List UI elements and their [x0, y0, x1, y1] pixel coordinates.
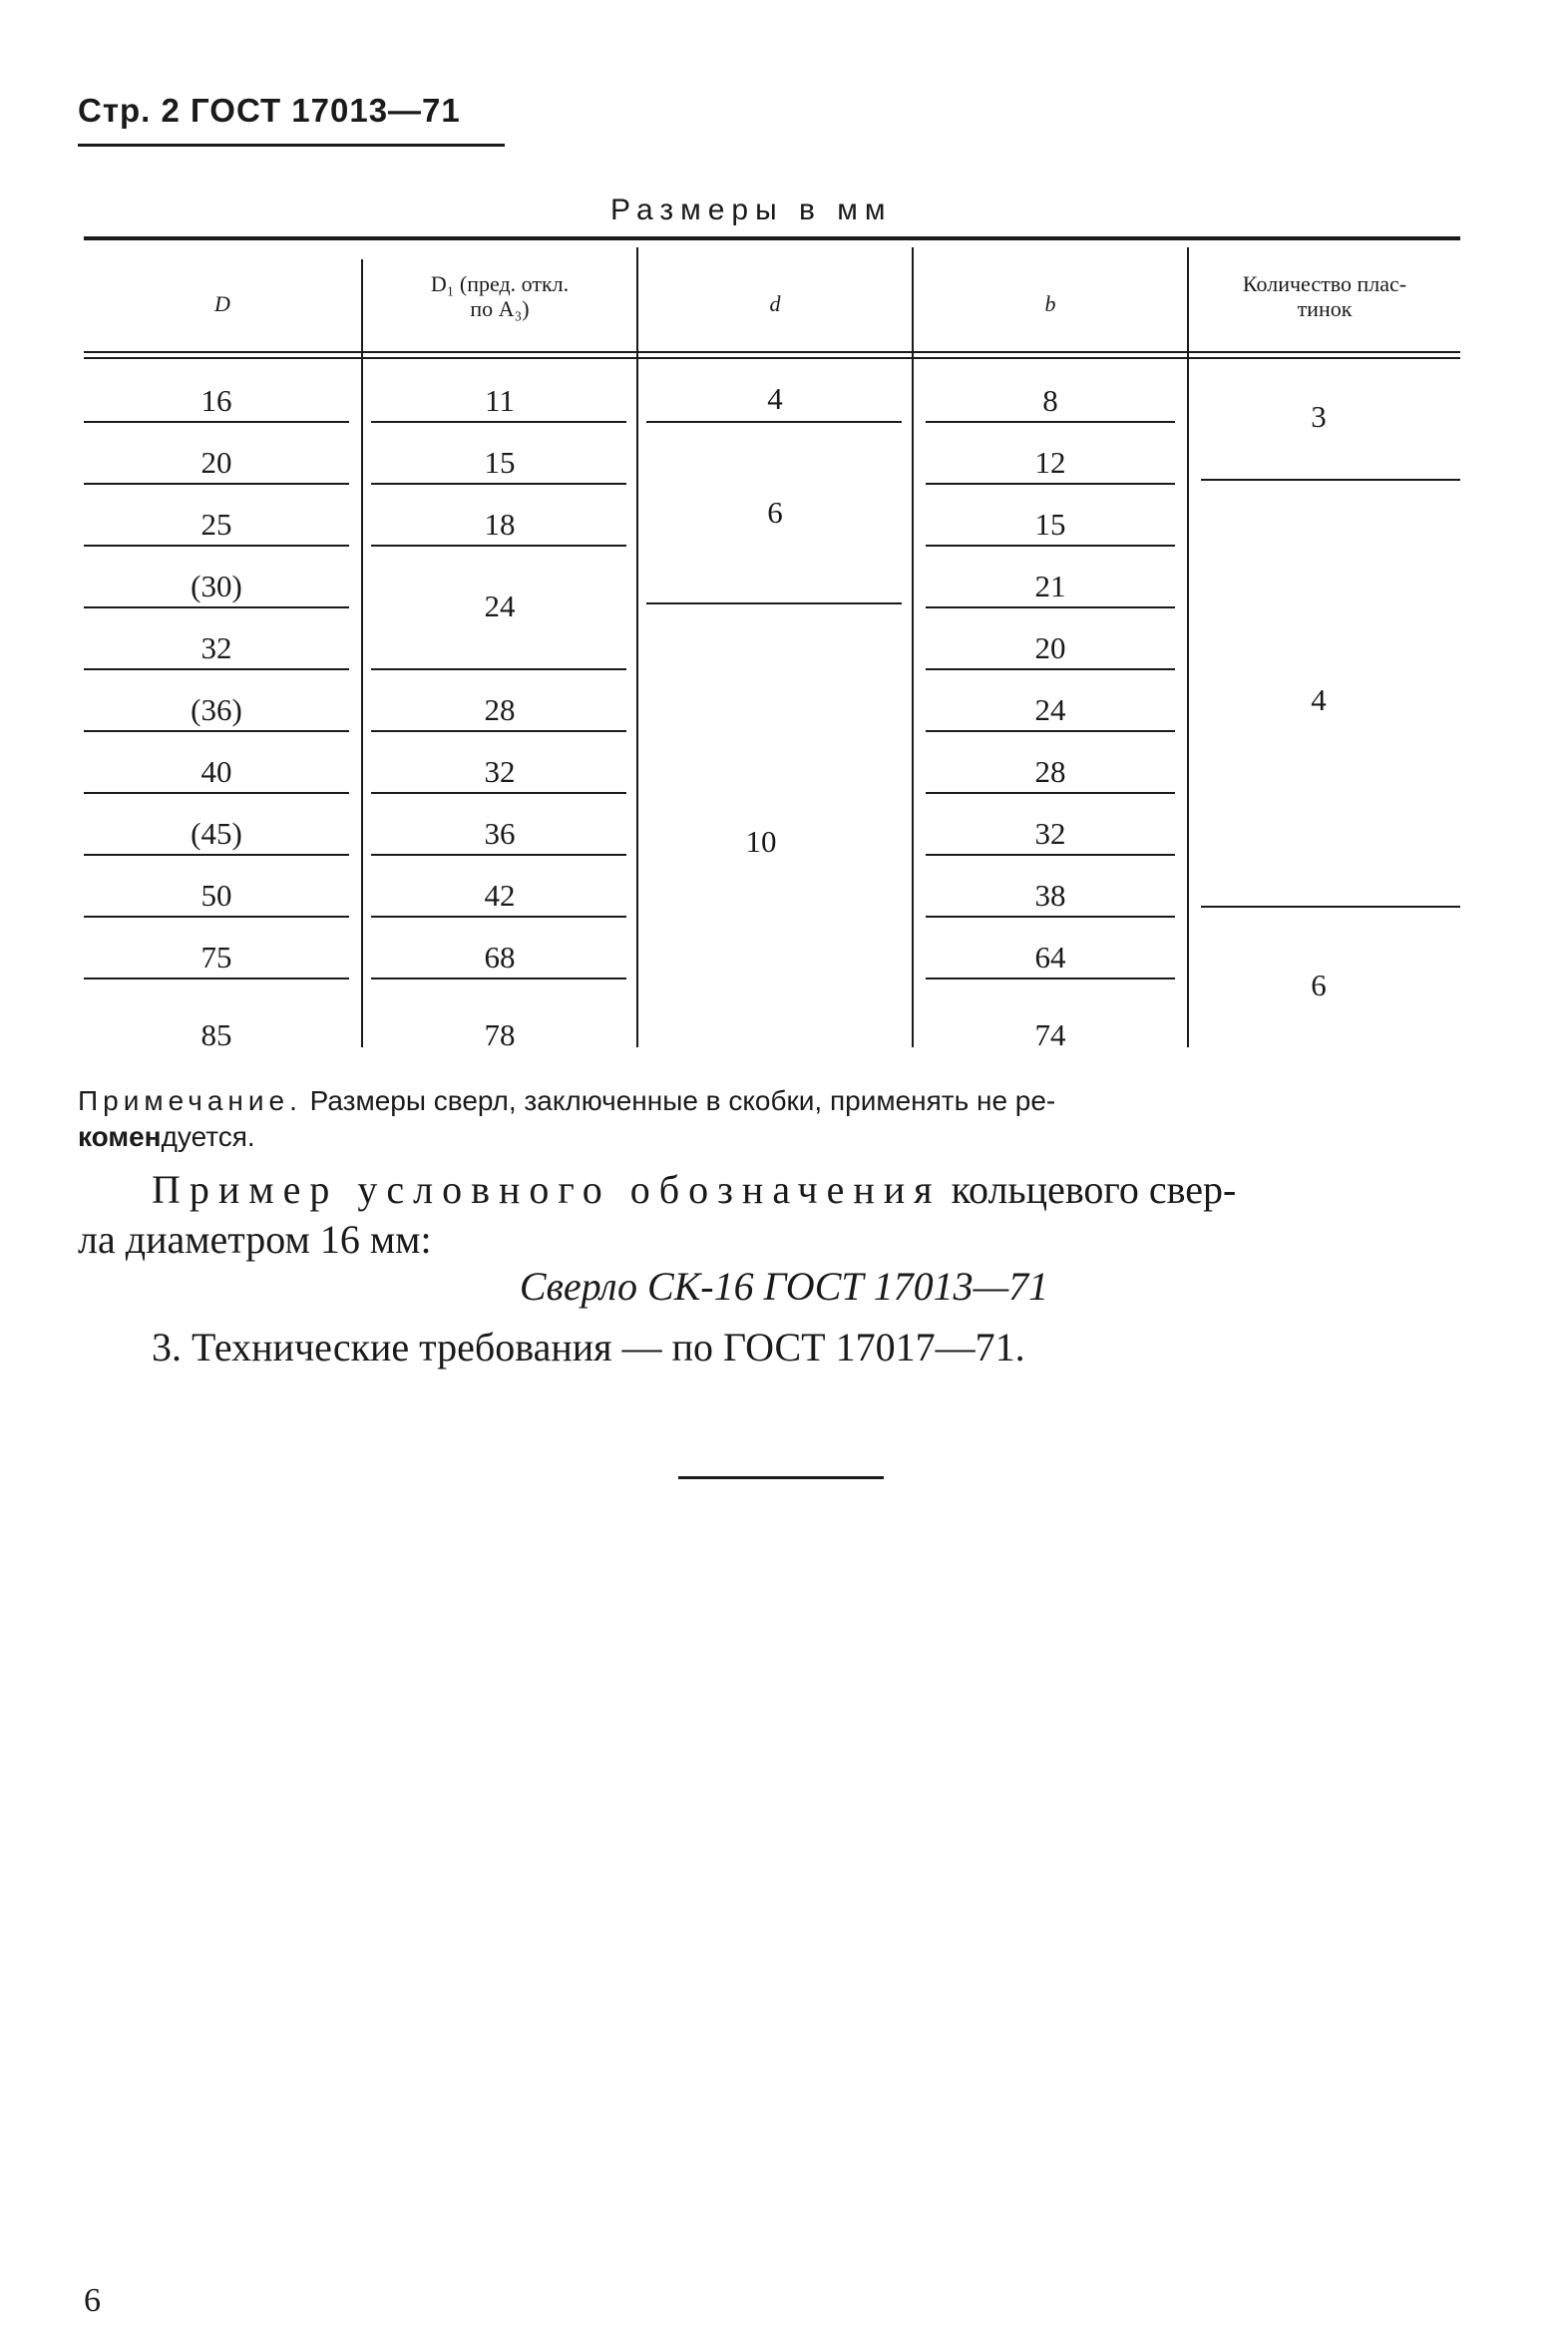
table-header-rule: [84, 351, 1460, 353]
row-rule-D1-2: [371, 483, 626, 485]
row-rule-D-5: [84, 668, 349, 670]
cell-b-7: 28: [1034, 754, 1066, 789]
row-rule-D-10: [84, 978, 349, 979]
row-rule-b-4: [926, 606, 1175, 608]
cell-b-11: 74: [1034, 1017, 1066, 1052]
header-D1: [363, 271, 636, 322]
header-d: d: [769, 291, 781, 316]
cell-b-10: 64: [1034, 940, 1066, 975]
note-text-end: дуется.: [161, 1121, 255, 1153]
cell-d-4: 4: [767, 381, 783, 416]
row-rule-b-3: [926, 545, 1175, 547]
header-rule: [78, 144, 505, 147]
cell-D-1: 16: [200, 383, 232, 418]
cell-D1-1: 11: [485, 383, 515, 418]
row-rule-D1-8: [371, 854, 626, 856]
row-rule-D-6: [84, 730, 349, 732]
col-divider-2: [636, 247, 638, 1047]
note-text: Размеры сверл, заключенные в скобки, применять не ре-: [301, 1085, 1056, 1116]
row-rule-D1-5: [371, 668, 626, 670]
cell-b-4: 21: [1034, 569, 1066, 603]
cell-D-10: 75: [200, 940, 232, 975]
cell-D-7: 40: [200, 754, 232, 789]
cell-D-3: 25: [200, 507, 232, 542]
row-rule-b-6: [926, 730, 1175, 732]
header-b: b: [1044, 291, 1056, 316]
table-note: [78, 1083, 1464, 1156]
cell-b-8: 32: [1034, 816, 1066, 851]
example-rest: кольцевого свер-: [941, 1167, 1237, 1212]
row-rule-D1-7: [371, 792, 626, 794]
row-rule-plates-1: [1201, 479, 1460, 481]
row-rule-D-4: [84, 606, 349, 608]
cell-plates-4: 4: [1311, 682, 1327, 717]
table-top-rule: [84, 236, 1460, 240]
example-designation: Сверло СК-16 ГОСТ 17013—71: [519, 1264, 1049, 1309]
cell-D1-11: 78: [484, 1017, 516, 1052]
cell-D1-10: 68: [484, 940, 516, 975]
cell-D-5: 32: [200, 630, 232, 665]
note-label: Примечание.: [78, 1085, 302, 1116]
header-plates: [1189, 271, 1460, 322]
row-rule-d-2: [646, 602, 902, 604]
units-caption: Размеры в мм: [610, 194, 893, 226]
row-rule-D-3: [84, 545, 349, 547]
row-rule-b-2: [926, 483, 1175, 485]
header-plates-line2: тинок: [1297, 296, 1353, 322]
cell-plates-6: 6: [1311, 968, 1327, 1002]
row-rule-b-10: [926, 978, 1175, 979]
cell-D-8: (45): [191, 816, 242, 851]
header-plates-line1: Количество плас-: [1242, 271, 1407, 296]
cell-D1-9: 42: [484, 878, 516, 913]
row-rule-D-8: [84, 854, 349, 856]
row-rule-D-1: [84, 421, 349, 423]
cell-b-6: 24: [1034, 692, 1066, 727]
example-paragraph: [152, 1165, 1468, 1215]
cell-b-1: 8: [1042, 383, 1058, 418]
row-rule-b-8: [926, 854, 1175, 856]
cell-b-3: 15: [1034, 507, 1066, 542]
cell-D-6: (36): [191, 692, 242, 727]
row-rule-D1-6: [371, 730, 626, 732]
col-divider-1: [361, 259, 363, 1047]
cell-D-9: 50: [200, 878, 232, 913]
table-header-rule-2: [84, 357, 1460, 359]
page-number: 6: [84, 2282, 101, 2319]
cell-D1-2: 15: [484, 445, 516, 480]
cell-b-2: 12: [1034, 445, 1066, 480]
cell-D-11: 85: [200, 1017, 232, 1052]
cell-D1-7: 32: [484, 754, 516, 789]
row-rule-b-9: [926, 916, 1175, 918]
row-rule-b-5: [926, 668, 1175, 670]
header-D1-line1: D₁ (пред. откл.: [430, 271, 570, 296]
row-rule-D1-3: [371, 545, 626, 547]
cell-d-6: 6: [767, 495, 783, 530]
row-rule-D1-10: [371, 978, 626, 979]
cell-D-4: (30): [191, 569, 242, 603]
cell-D1-6: 28: [484, 692, 516, 727]
cell-b-9: 38: [1034, 878, 1066, 913]
row-rule-D-9: [84, 916, 349, 918]
row-rule-D1-9: [371, 916, 626, 918]
row-rule-D-2: [84, 483, 349, 485]
cell-d-10: 10: [745, 824, 777, 859]
requirements-line: 3. Технические требования — по ГОСТ 17017—71.: [152, 1325, 1025, 1369]
col-divider-4: [1187, 247, 1189, 1047]
cell-plates-3: 3: [1311, 399, 1327, 434]
row-rule-d-1: [646, 421, 902, 423]
header-D1-line2: по A₃): [470, 296, 530, 322]
example-lead: Пример условного обозначения: [152, 1167, 942, 1212]
row-rule-D1-1: [371, 421, 626, 423]
cell-D1-merged: 24: [484, 588, 516, 623]
cell-D1-8: 36: [484, 816, 516, 851]
example-line2: ла диаметром 16 мм:: [78, 1217, 432, 1262]
note-text-bold: комен: [78, 1121, 162, 1153]
cell-b-5: 20: [1034, 630, 1066, 665]
row-rule-b-1: [926, 421, 1175, 423]
page-header: Стр. 2 ГОСТ 17013—71: [78, 92, 461, 129]
row-rule-D-7: [84, 792, 349, 794]
row-rule-b-7: [926, 792, 1175, 794]
row-rule-plates-2: [1201, 906, 1460, 908]
cell-D1-3: 18: [484, 507, 516, 542]
header-D: D: [214, 291, 230, 316]
closing-rule: [678, 1476, 884, 1479]
cell-D-2: 20: [200, 445, 232, 480]
